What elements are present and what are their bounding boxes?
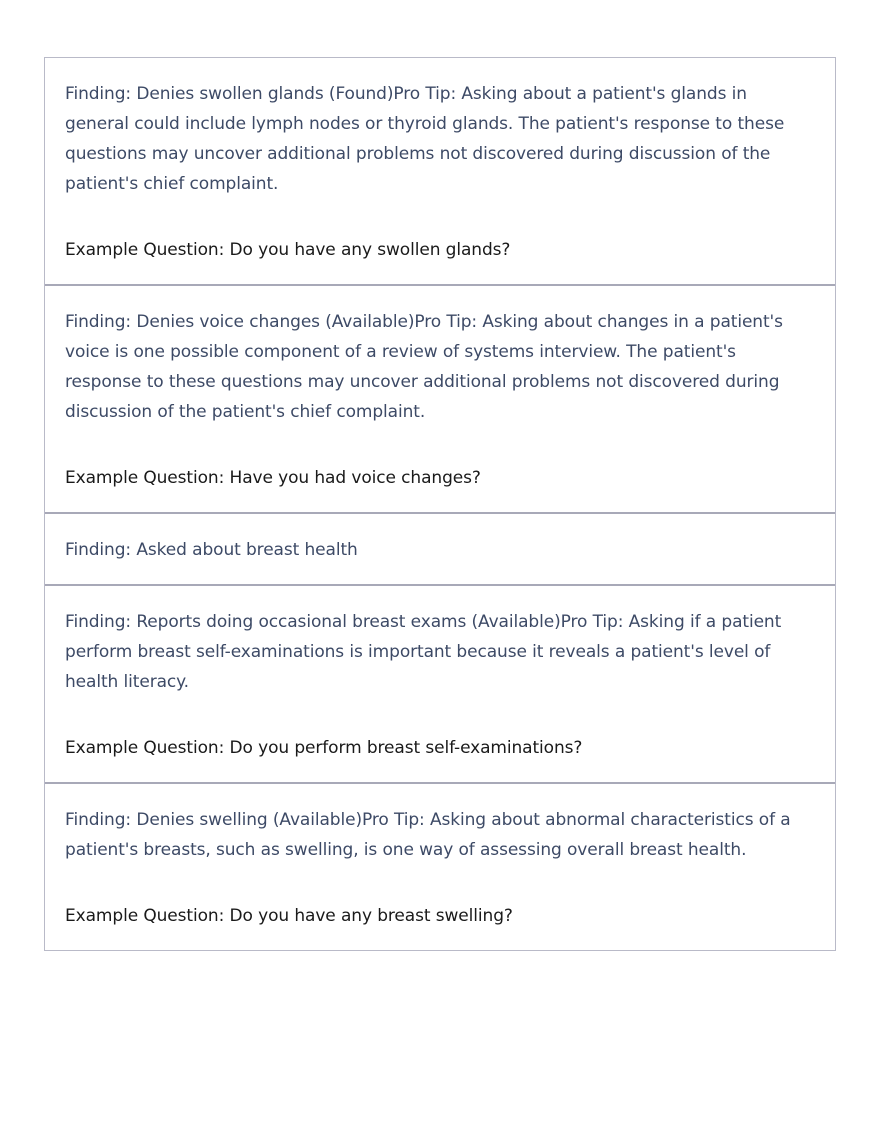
finding-text: Finding: Asked about breast health	[65, 540, 358, 560]
finding-row-swollen-glands	[45, 58, 835, 284]
example-question: Example Question: Do you have any breast swelling?	[65, 906, 513, 926]
finding-row-breast-exams	[45, 584, 835, 782]
example-question: Example Question: Have you had voice changes?	[65, 468, 481, 488]
finding-text: Finding: Reports doing occasional breast exams (Available)Pro Tip: Asking if a patient perform breast self-examinations is important because it reveals a patient's level of health literacy.	[65, 612, 782, 692]
finding-row-breast-swelling	[45, 782, 835, 950]
finding-text: Finding: Denies voice changes (Available)Pro Tip: Asking about changes in a patient's voice is one possible component of a review of systems interview. The patient's response to these questions may uncover additional problems not discovered during discussion of the patient's chief complaint.	[65, 312, 783, 422]
finding-text: Finding: Denies swelling (Available)Pro Tip: Asking about abnormal characteristics of a patient's breasts, such as swelling, is one way of assessing overall breast health.	[65, 810, 791, 860]
finding-row-voice-changes	[45, 284, 835, 512]
findings-table	[44, 57, 836, 951]
finding-text: Finding: Denies swollen glands (Found)Pro Tip: Asking about a patient's glands in general could include lymph nodes or thyroid glands. The patient's response to these questions may uncover additional problems not discovered during discussion of the patient's chief complaint.	[65, 84, 785, 194]
finding-row-breast-health	[45, 512, 835, 584]
example-question: Example Question: Do you have any swollen glands?	[65, 240, 511, 260]
example-question: Example Question: Do you perform breast self-examinations?	[65, 738, 583, 758]
